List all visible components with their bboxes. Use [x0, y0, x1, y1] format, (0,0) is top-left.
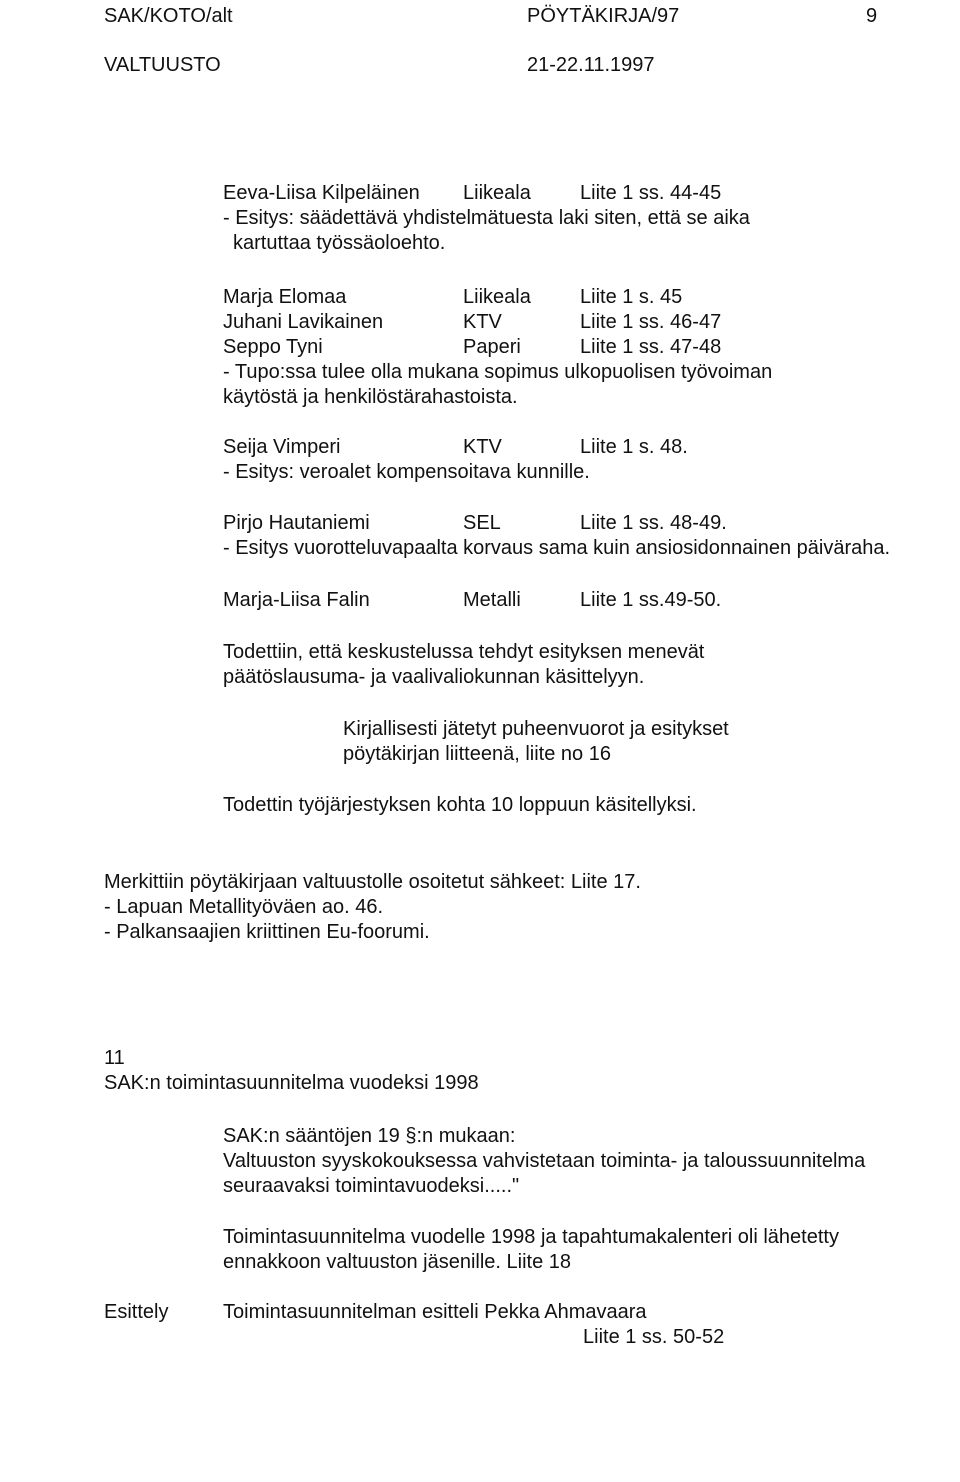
speaker-union: KTV	[463, 436, 502, 458]
speaker-note: - Esitys: säädettävä yhdistelmätuesta laki siten, että se aika	[223, 207, 750, 229]
speaker-name: Eeva-Liisa Kilpeläinen	[223, 182, 420, 204]
speaker-union: Paperi	[463, 336, 521, 358]
header-body: VALTUUSTO	[104, 54, 221, 76]
speaker-ref: Liite 1 ss. 48-49.	[580, 512, 727, 534]
header-doc: PÖYTÄKIRJA/97	[527, 5, 680, 27]
telegram-line: Merkittiin pöytäkirjaan valtuustolle osoitetut sähkeet: Liite 17.	[104, 871, 641, 893]
presentation-ref: Liite 1 ss. 50-52	[583, 1326, 725, 1348]
speaker-name: Seija Vimperi	[223, 436, 341, 458]
plan-line: Toimintasuunnitelma vuodelle 1998 ja tapahtumakalenteri oli lähetetty	[223, 1226, 839, 1248]
telegram-line: - Palkansaajien kriittinen Eu-foorumi.	[104, 921, 430, 943]
rules-line: Valtuuston syyskokouksessa vahvistetaan toiminta- ja taloussuunnitelma	[223, 1150, 866, 1172]
speaker-ref: Liite 1 s. 45	[580, 286, 683, 308]
header-org: SAK/KOTO/alt	[104, 5, 233, 27]
speaker-union: Metalli	[463, 589, 521, 611]
presentation-text: Toimintasuunnitelman esitteli Pekka Ahmavaara	[223, 1301, 647, 1323]
speaker-note: käytöstä ja henkilöstärahastoista.	[223, 386, 518, 408]
speaker-note: - Esitys vuorotteluvapaalta korvaus sama kuin ansiosidonnainen päiväraha.	[223, 537, 891, 559]
telegram-line: - Lapuan Metallityöväen ao. 46.	[104, 896, 384, 918]
rules-line: SAK:n sääntöjen 19 §:n mukaan:	[223, 1125, 516, 1147]
speaker-ref: Liite 1 ss. 46-47	[580, 311, 722, 333]
conclusion-line: päätöslausuma- ja vaalivaliokunnan käsittelyyn.	[223, 666, 645, 688]
header-date: 21-22.11.1997	[527, 54, 655, 76]
speaker-union: KTV	[463, 311, 502, 333]
page-number: 9	[866, 5, 878, 27]
speaker-ref: Liite 1 ss. 44-45	[580, 182, 722, 204]
speaker-union: SEL	[463, 512, 501, 534]
speaker-union: Liikeala	[463, 286, 531, 308]
conclusion-line: Todettiin, että keskustelussa tehdyt esityksen menevät	[223, 641, 705, 663]
speaker-ref: Liite 1 s. 48.	[580, 436, 688, 458]
written-note: Kirjallisesti jätetyt puheenvuorot ja esitykset	[343, 718, 729, 740]
agenda-done: Todettin työjärjestyksen kohta 10 loppuun käsitellyksi.	[223, 794, 697, 816]
speaker-name: Pirjo Hautaniemi	[223, 512, 370, 534]
speaker-name: Juhani Lavikainen	[223, 311, 384, 333]
speaker-union: Liikeala	[463, 182, 531, 204]
speaker-name: Marja-Liisa Falin	[223, 589, 370, 611]
written-note: pöytäkirjan liitteenä, liite no 16	[343, 743, 611, 765]
plan-line: ennakkoon valtuuston jäsenille. Liite 18	[223, 1251, 572, 1273]
speaker-name: Seppo Tyni	[223, 336, 323, 358]
section-number: 11	[104, 1047, 125, 1069]
speaker-ref: Liite 1 ss.49-50.	[580, 589, 722, 611]
speaker-name: Marja Elomaa	[223, 286, 347, 308]
speaker-note: - Esitys: veroalet kompensoitava kunnille.	[223, 461, 590, 483]
speaker-note: kartuttaa työssäoloehto.	[233, 232, 446, 254]
speaker-note: - Tupo:ssa tulee olla mukana sopimus ulkopuolisen työvoiman	[223, 361, 773, 383]
rules-line: seuraavaksi toimintavuodeksi....."	[223, 1175, 520, 1197]
speaker-ref: Liite 1 ss. 47-48	[580, 336, 722, 358]
presentation-label: Esittely	[104, 1301, 169, 1323]
section-title: SAK:n toimintasuunnitelma vuodeksi 1998	[104, 1072, 479, 1094]
